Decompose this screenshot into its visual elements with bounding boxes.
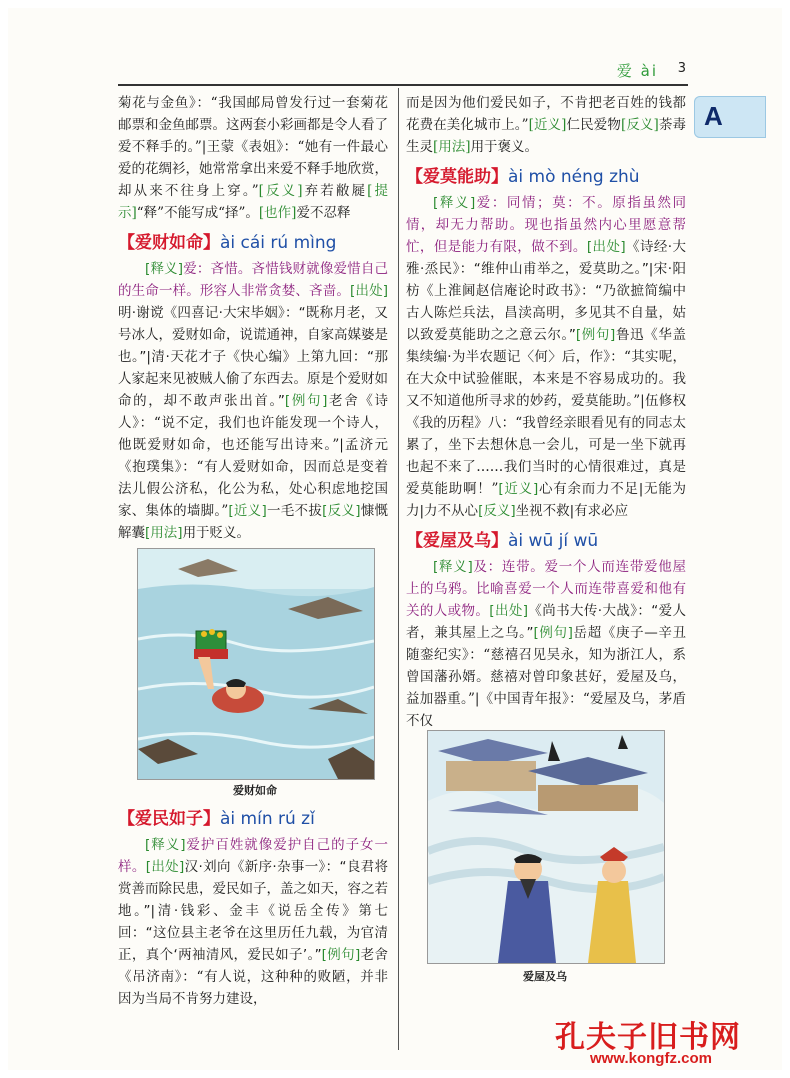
illustration-love-house-crow xyxy=(427,730,665,964)
entry-headword[interactable]: 【爱莫能助】ài mò néng zhù xyxy=(406,167,640,187)
figure-caption: 爱财如命 xyxy=(233,784,277,797)
continued-text: 菊花与金鱼》：“我国邮局曾发行过一套菊花邮票和金鱼邮票。这两套小彩画都是令人看了爱不释手的。”|王蒙《表姐》：“她有一件最心爱的花绸衫，她常常拿出来爱不释手地欣赏，却从来不往身上穿。”[ 反义 ] 弃若敝屣[ 提示 ] “释”不能写成“择”。[ 也作 ] 爱不忍释 xyxy=(118,92,388,224)
header-rule xyxy=(118,84,688,86)
thumb-index-tab[interactable] xyxy=(694,96,766,138)
entry-body: [ 释义 ] 爱：同情；莫：不。原指虽然同情，却无力帮助。现也指虽然内心里愿意帮忙，但是能力有限，做不到。[ 出处 ] 《诗经·大雅·烝民》：“维仲山甫举之，爱莫助之。”|宋·阳枋《上淮阃赵信庵论时政书》：“乃欲摭简编中古人陈烂兵法，昌渎高明，多见其不自量，姑以致爱莫能助之之意云尔。”[ 例句 ] 鲁迅《华盖集续编·为半农题记〈何〉后，作》：“其实呢，在大众中试验催眠，本来是不容易成功的。我又不知道他所寻求的妙药，爱莫能助。”|伍修权《我的历程》八：“我曾经亲眼看见有的同志太累了，坐下去想休息一会儿，可是一坐下就再也起不来了……我们当时的心情很难过，真是爱莫能助啊！”[ 近义 ] 心有余而力不足|无能为力|力不从心[ 反义 ] 坐视不救|有求必应 xyxy=(406,192,686,522)
continued-text: 而是因为他们爱民如子，不肯把老百姓的钱都花费在美化城市上。”[ 近义 ] 仁民爱物[ 反义 ] 荼毒生灵[ 用法 ] 用于褒义。 xyxy=(406,92,686,158)
entry-body: [ 释义 ] 爱：吝惜。吝惜钱财就像爱惜自己的生命一样。形容人非常贪婪、吝啬。[ 出处 ]明·谢谠《四喜记·大宋毕姻》：“既称月老，又号冰人，爱财如命，说谎通神，自家高媒婆是也。”|清·天花才子《快心编》上第九回：“那人家起来见被贼人偷了东西去。原是个爱财如命的，却不敢声张出首。”[ 例句 ] 老舍《诗人》：“说不定，我们也许能发现一个诗人，他既爱财如命，也还能写出诗来。”|孟济元《抱璞集》：“有人爱财如命，因而总是变着法儿假公济私，化公为私，处心积虑地挖国家、集体的墙脚。”[ 近义 ] 一毛不拔[ 反义 ] 慷慨解囊[ 用法 ] 用于贬义。 xyxy=(118,258,388,544)
running-head xyxy=(118,56,686,84)
figure-caption: 爱屋及乌 xyxy=(523,970,567,983)
entry-headword[interactable]: 【爱财如命】ài cái rú mìng xyxy=(118,233,337,253)
column-divider xyxy=(398,88,399,1050)
illustration-money-over-life xyxy=(137,548,375,780)
left-column-lower xyxy=(118,800,388,1010)
thumb-index-letter: A xyxy=(704,101,723,131)
entry-headword[interactable]: 【爱民如子】ài mín rú zǐ xyxy=(118,809,315,829)
right-column xyxy=(406,92,686,732)
running-head-word: 爱 ài xyxy=(616,62,658,80)
hint-tag: [ 提示 ] xyxy=(118,183,388,221)
entry-body: [ 释义 ] 及：连带。爱一个人而连带爱他屋上的乌鸦。比喻喜爱一个人而连带喜爱和他有关的人或物。[ 出处 ] 《尚书大传·大战》：“爱人者，兼其屋上之乌。”[ 例句 ] 岳超《庚子—辛丑随銮纪实》：“慈禧召见吴永，知为浙江人，系曾国藩孙婿。慈禧对曾印象甚好，爱屋及乌，益加器重。”|《中国青年报》：“爱屋及乌，茅盾不仅 xyxy=(406,556,686,732)
watermark-logo: 孔夫子旧书网 xyxy=(555,1020,741,1055)
left-column xyxy=(118,92,388,544)
entry-headword[interactable]: 【爱屋及乌】ài wū jí wū xyxy=(406,531,599,551)
antonym-tag: [ 反义 ] xyxy=(259,183,303,199)
entry-body: [ 释义 ] 爱护百姓就像爱护自己的子女一样。[ 出处 ] 汉·刘向《新序·杂事一》：“良君将赏善而除民患，爱民如子，盖之如天，容之若地。”|清·钱彩、金丰《说岳全传》第七回：“这位县主老爷在这里历任九载，为官清正，真个‘两袖清风，爱民如子’。”[ 例句 ] 老舍《吊济南》：“有人说，这种种的败陋，并非因为当局不肯努力建设， xyxy=(118,834,388,1010)
page-number: 3 xyxy=(677,61,686,76)
also-written-tag: [ 也作 ] xyxy=(259,205,297,221)
watermark-url: www.kongfz.com xyxy=(590,1050,712,1067)
